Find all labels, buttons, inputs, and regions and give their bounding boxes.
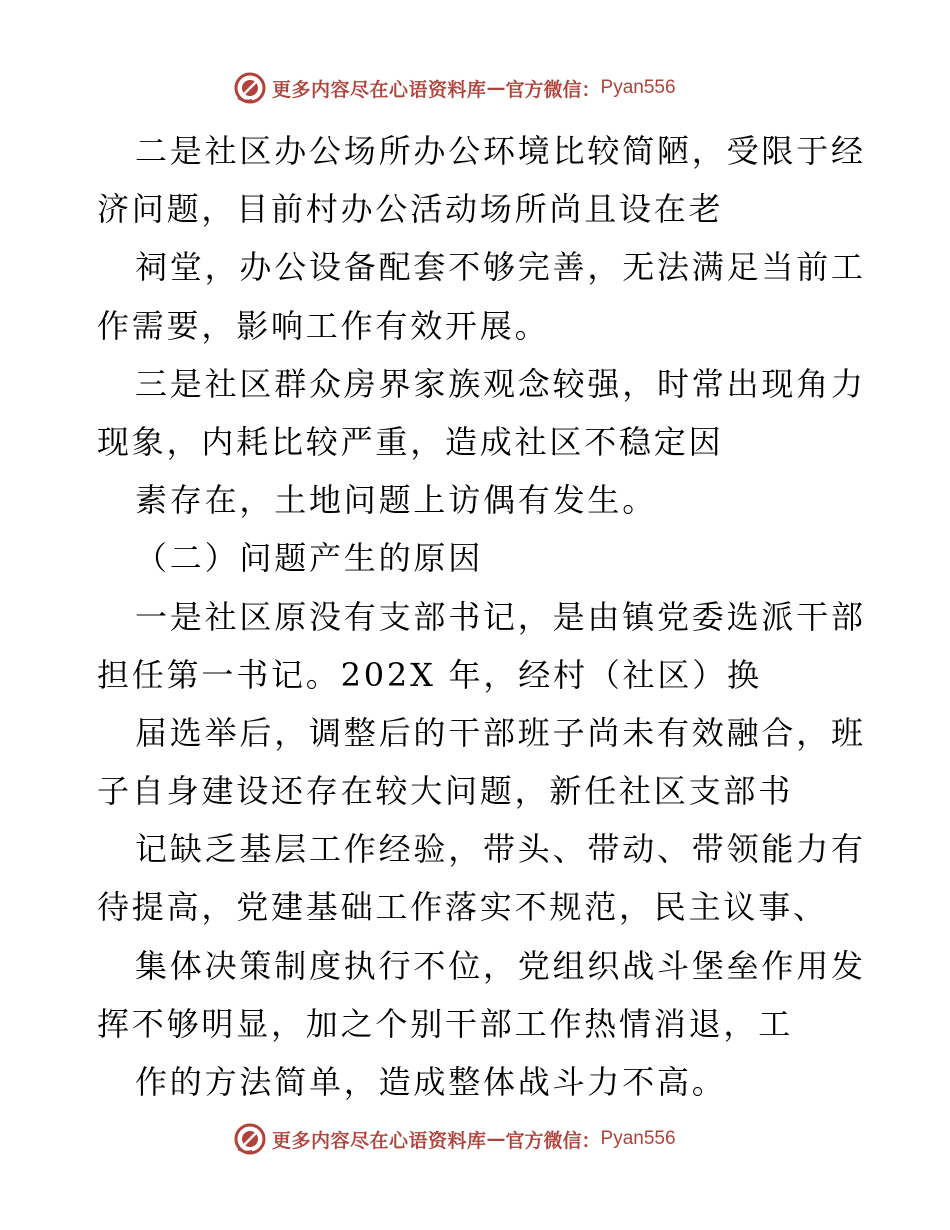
seal-logo-icon <box>234 72 266 104</box>
watermark-text: 更多内容尽在心语资料库 <box>272 78 487 101</box>
text-line: 现象，内耗比较严重，造成社区不稳定因 <box>97 422 724 461</box>
text-line: 三是社区群众房界家族观念较强，时常出现角力 <box>135 364 866 403</box>
text-line: 待提高，党建基础工作落实不规范，民主议事、 <box>97 888 828 927</box>
text-line: 记缺乏基层工作经验，带头、带动、带领能力有 <box>135 830 866 869</box>
text-line: 担任第一书记。202X 年，经村（社区）换 <box>97 655 762 694</box>
watermark-dash: — <box>486 77 506 99</box>
text-line: 素存在，土地问题上访偶有发生。 <box>135 481 658 520</box>
watermark-dash: — <box>486 1128 506 1150</box>
watermark-account: 官方微信： <box>505 1129 601 1152</box>
seal-logo-icon <box>234 1123 266 1155</box>
watermark-account: 官方微信： <box>505 78 601 101</box>
text-line: 二是社区办公场所办公环境比较简陋，受限于经 <box>135 132 866 170</box>
watermark-id: Pyan556 <box>600 1128 676 1149</box>
text-line: 挥不够明显，加之个别干部工作热情消退，工 <box>97 1004 794 1043</box>
document-body <box>97 122 866 1111</box>
text-line: （二）问题产生的原因 <box>135 539 484 578</box>
text-line: 作需要，影响工作有效开展。 <box>97 306 550 345</box>
watermark-footer <box>234 1123 676 1155</box>
text-line: 作的方法简单，造成整体战斗力不高。 <box>135 1063 727 1101</box>
text-line: 祠堂，办公设备配套不够完善，无法满足当前工 <box>135 248 866 287</box>
text-line: 集体决策制度执行不位，党组织战斗堡垒作用发 <box>135 946 866 985</box>
text-line: 济问题，目前村办公活动场所尚且设在老 <box>97 190 724 229</box>
watermark-text: 更多内容尽在心语资料库 <box>272 1129 487 1152</box>
text-line: 子自身建设还存在较大问题，新任社区支部书 <box>97 772 794 811</box>
text-line: 届选举后，调整后的干部班子尚未有效融合，班 <box>135 713 866 752</box>
text-line: 一是社区原没有支部书记，是由镇党委选派干部 <box>135 597 866 636</box>
watermark-header <box>234 72 676 104</box>
watermark-id: Pyan556 <box>600 77 676 98</box>
